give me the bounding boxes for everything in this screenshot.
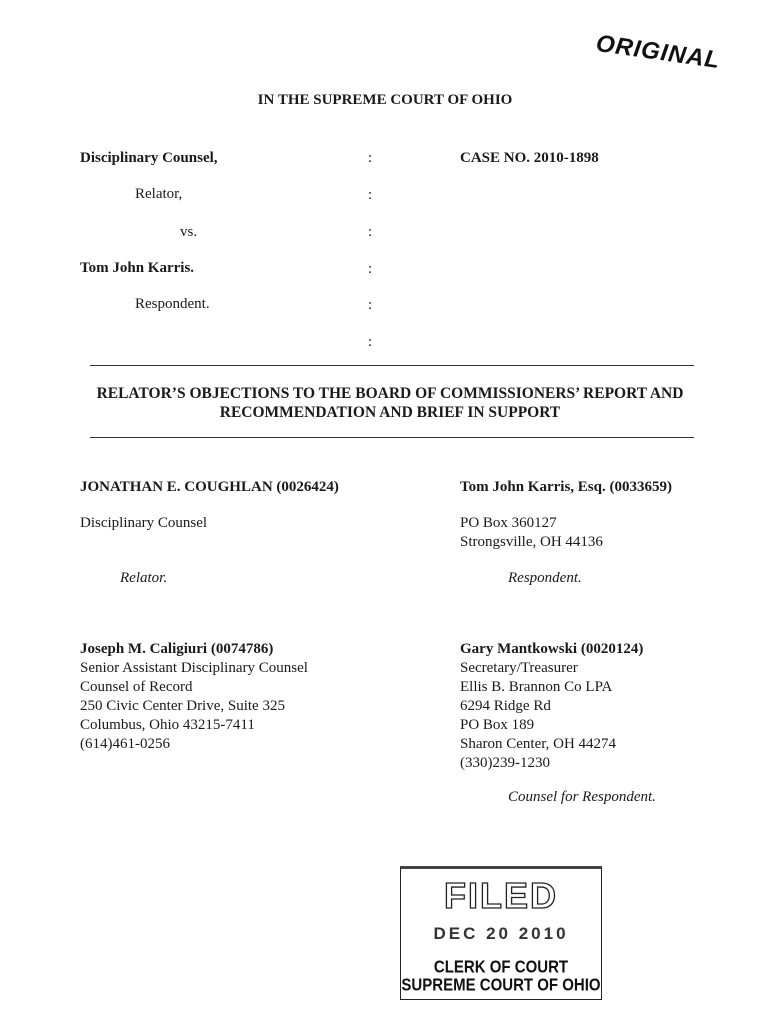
left-counsel-title: Disciplinary Counsel bbox=[80, 515, 208, 531]
right-counsel2-role: Counsel for Respondent. bbox=[508, 789, 656, 805]
original-stamp: ORIGINAL bbox=[594, 30, 723, 75]
filed-stamp-word: FILED bbox=[444, 875, 558, 916]
left-counsel2-name: Joseph M. Caligiuri (0074786) bbox=[80, 641, 274, 657]
right-counsel-name: Tom John Karris, Esq. (0033659) bbox=[460, 479, 672, 495]
caption-colon: : bbox=[368, 261, 373, 277]
right-counsel2-line: Secretary/Treasurer bbox=[460, 660, 578, 676]
caption-colon: : bbox=[368, 297, 373, 313]
divider-top bbox=[90, 365, 694, 366]
caption-colon: : bbox=[368, 334, 373, 350]
left-counsel-name: JONATHAN E. COUGHLAN (0026424) bbox=[80, 479, 339, 495]
versus-label: vs. bbox=[180, 224, 198, 240]
divider-bottom bbox=[90, 437, 694, 438]
filed-stamp-clerk: CLERK OF COURT bbox=[433, 957, 569, 978]
relator-role: Relator, bbox=[135, 186, 183, 202]
respondent-role: Respondent. bbox=[135, 296, 210, 312]
relator-name: Disciplinary Counsel, bbox=[80, 150, 218, 166]
court-title: IN THE SUPREME COURT OF OHIO bbox=[257, 92, 513, 108]
document-title: RELATOR’S OBJECTIONS TO THE BOARD OF COMMISSIONERS’ REPORT AND RECOMMENDATION AND BRIEF IN SUPPORT bbox=[96, 385, 684, 421]
left-counsel-role: Relator. bbox=[120, 570, 168, 586]
filed-stamp bbox=[400, 866, 602, 1000]
left-counsel2-line: (614)461-0256 bbox=[80, 736, 170, 752]
respondent-name: Tom John Karris. bbox=[80, 260, 195, 276]
left-counsel2-line: 250 Civic Center Drive, Suite 325 bbox=[80, 698, 285, 714]
caption-colon: : bbox=[368, 224, 373, 240]
left-counsel2-line: Columbus, Ohio 43215-7411 bbox=[80, 717, 255, 733]
right-counsel-address: PO Box 360127 bbox=[460, 515, 557, 531]
left-counsel2-line: Senior Assistant Disciplinary Counsel bbox=[80, 660, 308, 676]
right-counsel-address: Strongsville, OH 44136 bbox=[460, 534, 603, 550]
caption-colon: : bbox=[368, 150, 373, 166]
filed-stamp-date: DEC 20 2010 bbox=[433, 924, 569, 943]
caption-colon: : bbox=[368, 187, 373, 203]
left-counsel2-line: Counsel of Record bbox=[80, 679, 193, 695]
right-counsel2-line: Sharon Center, OH 44274 bbox=[460, 736, 617, 752]
right-counsel2-line: PO Box 189 bbox=[460, 717, 535, 733]
right-counsel2-line: Ellis B. Brannon Co LPA bbox=[460, 679, 613, 695]
case-number: CASE NO. 2010-1898 bbox=[460, 150, 599, 166]
right-counsel2-line: 6294 Ridge Rd bbox=[460, 698, 551, 714]
right-counsel2-name: Gary Mantkowski (0020124) bbox=[460, 641, 644, 657]
right-counsel-role: Respondent. bbox=[508, 570, 582, 586]
right-counsel2-line: (330)239-1230 bbox=[460, 755, 550, 771]
filed-stamp-court: SUPREME COURT OF OHIO bbox=[401, 975, 601, 996]
